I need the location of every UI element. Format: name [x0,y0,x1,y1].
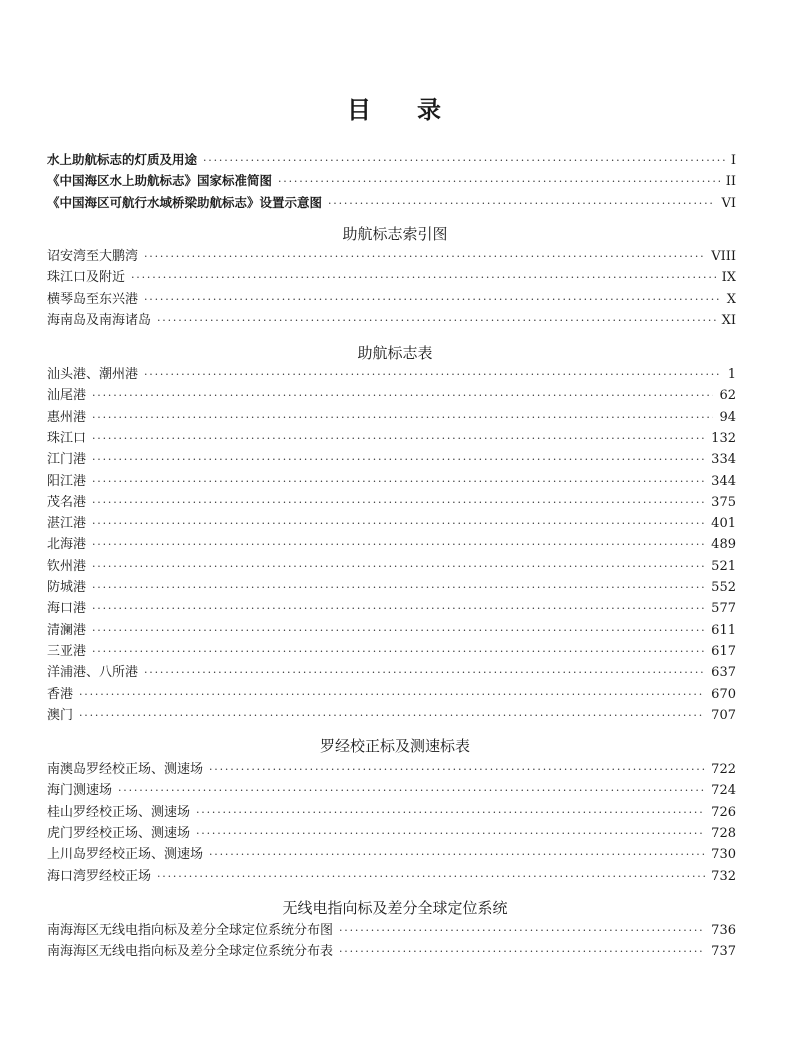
toc-entry-page-number: 489 [711,537,736,553]
dot-leader [92,407,713,428]
toc-entry-page-number: 334 [711,452,736,468]
toc-entry-title: 洋浦港、八所港 [47,665,139,681]
toc-entry[interactable] [47,577,736,598]
toc-entry-title: 横琴岛至东兴港 [47,291,139,307]
toc-entry[interactable] [47,149,736,170]
dot-leader [157,310,716,331]
toc-entry-title: 香港 [47,686,74,702]
dot-leader [339,920,705,941]
toc-entry-title: 南澳岛罗经校正场、测速场 [47,762,204,777]
toc-entry-page-number: 670 [711,686,736,702]
section-heading: 罗经校正标及测速标表 [319,737,470,755]
toc-entry-page-number: 401 [711,516,736,532]
dot-leader [92,598,705,619]
toc-entry[interactable] [47,364,736,385]
toc-entry-title: 珠江口及附近 [47,270,126,286]
dot-leader [92,492,705,513]
toc-entry-title: 阳江港 [47,473,87,489]
toc-entry-title: 汕头港、潮州港 [47,367,139,382]
toc-entry[interactable] [47,428,736,449]
toc-entry[interactable] [47,705,736,726]
toc-entry-title: 南海海区无线电指向标及差分全球定位系统分布表 [47,944,334,960]
dot-leader [144,289,721,310]
toc-entry-page-number: 722 [711,762,736,777]
toc-entry-title: 茂名港 [47,494,87,510]
dot-leader [92,428,705,449]
toc-entry-title: 湛江港 [47,516,87,532]
toc-entry[interactable] [47,802,736,823]
dot-leader [118,780,705,801]
toc-entry-page-number: VI [721,195,736,211]
toc-entry-title: 海口湾罗经校正场 [47,868,152,884]
toc-entry-page-number: 728 [711,825,736,841]
toc-entry-page-number: 617 [711,643,736,659]
toc-entry[interactable] [47,941,736,962]
page-title [0,90,790,125]
toc-entry-page-number: 94 [719,409,736,425]
toc-entry[interactable] [47,385,736,406]
toc-entry-page-number: 724 [711,783,736,799]
dot-leader [79,684,705,705]
toc-entry-page-number: 726 [711,804,736,820]
toc-entry[interactable] [47,866,736,887]
toc-entry-page-number: 611 [711,622,736,638]
dot-leader [92,620,705,641]
toc-entry-page-number: 62 [719,388,736,404]
toc-entry-page-number: 732 [711,868,736,884]
toc-entry-title: 海门测速场 [47,783,113,799]
toc-entry[interactable] [47,449,736,470]
section-heading: 助航标志表 [357,344,433,362]
toc-entry[interactable] [47,513,736,534]
toc-entry-title: 虎门罗经校正场、测速场 [47,825,191,841]
toc-entry-page-number: 132 [711,430,736,446]
toc-entry-title: 惠州港 [47,409,87,425]
toc-entry[interactable] [47,641,736,662]
toc-entry-page-number: 736 [711,923,736,938]
toc-entry-title: 澳门 [47,707,74,723]
toc-entry-page-number: II [725,174,736,190]
dot-leader [144,246,705,267]
toc-entry-page-number: I [730,153,736,168]
toc-entry-title: 珠江口 [47,430,87,446]
toc-entry[interactable] [47,684,736,705]
toc-entry-page-number: 552 [711,580,736,595]
dot-leader [92,577,705,598]
toc-entry[interactable] [47,267,736,288]
toc-entry-page-number: XI [721,312,736,328]
toc-entry-title: 江门港 [47,452,87,468]
toc-entry-title: 三亚港 [47,643,87,659]
toc-entry-title: 汕尾港 [47,388,87,404]
dot-leader [278,171,720,192]
toc-entry-page-number: 375 [711,494,736,510]
toc-entry-title: 海口港 [47,601,87,617]
section-heading: 助航标志索引图 [342,225,448,243]
dot-leader [144,364,722,385]
dot-leader [209,844,705,865]
toc-entry[interactable] [47,620,736,641]
toc-entry[interactable] [47,407,736,428]
toc-entry-page-number: 707 [711,707,736,723]
toc-entry-title: 《中国海区水上助航标志》国家标准简图 [47,173,273,189]
dot-leader [92,641,705,662]
toc-entry[interactable] [47,556,736,577]
toc-entry-page-number: 1 [727,367,736,382]
toc-entry-title: 桂山罗经校正场、测速场 [47,804,191,820]
toc-entry-title: 《中国海区可航行水域桥梁助航标志》设置示意图 [47,194,323,210]
dot-leader [92,513,705,534]
toc-entry-title: 上川岛罗经校正场、测速场 [47,847,204,863]
toc-entry-page-number: 577 [711,601,736,617]
dot-leader [328,193,715,214]
toc-entry[interactable] [47,662,736,683]
toc-entry[interactable] [47,534,736,555]
dot-leader [92,534,705,555]
toc-entry-title: 北海港 [47,537,87,553]
toc-entry-title: 海南岛及南海诸岛 [47,312,152,328]
toc-entry-page-number: VIII [711,249,736,264]
toc-entry[interactable] [47,780,736,801]
toc-entry-page-number: 344 [711,473,736,489]
toc-entry[interactable] [47,920,736,941]
toc-entry-title: 诏安湾至大鹏湾 [47,249,139,264]
dot-leader [92,556,705,577]
toc-entry-page-number: 730 [711,847,736,863]
toc-entry-page-number: X [726,291,736,307]
toc-entry-page-number: IX [721,270,736,286]
toc-entry[interactable] [47,471,736,492]
page-title-char-2: 录 [417,96,443,124]
dot-leader [92,385,713,406]
dot-leader [92,449,705,470]
dot-leader [79,705,705,726]
dot-leader [339,941,705,962]
toc-entry[interactable] [47,246,736,267]
dot-leader [92,471,705,492]
toc-entry[interactable] [47,289,736,310]
toc-entry-title: 清澜港 [47,622,87,638]
dot-leader [196,802,705,823]
section-heading: 无线电指向标及差分全球定位系统 [282,899,508,917]
dot-leader [196,823,705,844]
toc-entry-page-number: 737 [711,944,736,960]
dot-leader [157,866,705,887]
toc-entry-title: 水上助航标志的灯质及用途 [47,152,198,167]
toc-entry[interactable] [47,170,736,191]
toc-entry[interactable] [47,492,736,513]
toc-entry-page-number: 637 [711,665,736,681]
toc-entry-title: 南海海区无线电指向标及差分全球定位系统分布图 [47,923,334,938]
dot-leader [144,662,705,683]
toc-entry-title: 防城港 [47,580,87,595]
toc-entry[interactable] [47,192,736,213]
toc-entry[interactable] [47,759,736,780]
toc-entry-title: 钦州港 [47,558,87,574]
toc-entry[interactable] [47,310,736,331]
toc-entry[interactable] [47,598,736,619]
dot-leader [203,150,725,171]
toc-entry[interactable] [47,823,736,844]
dot-leader [131,267,716,288]
dot-leader [209,759,705,780]
page-title-char-1: 目 [347,96,373,124]
toc-entry-page-number: 521 [711,558,736,574]
toc-entry[interactable] [47,844,736,865]
